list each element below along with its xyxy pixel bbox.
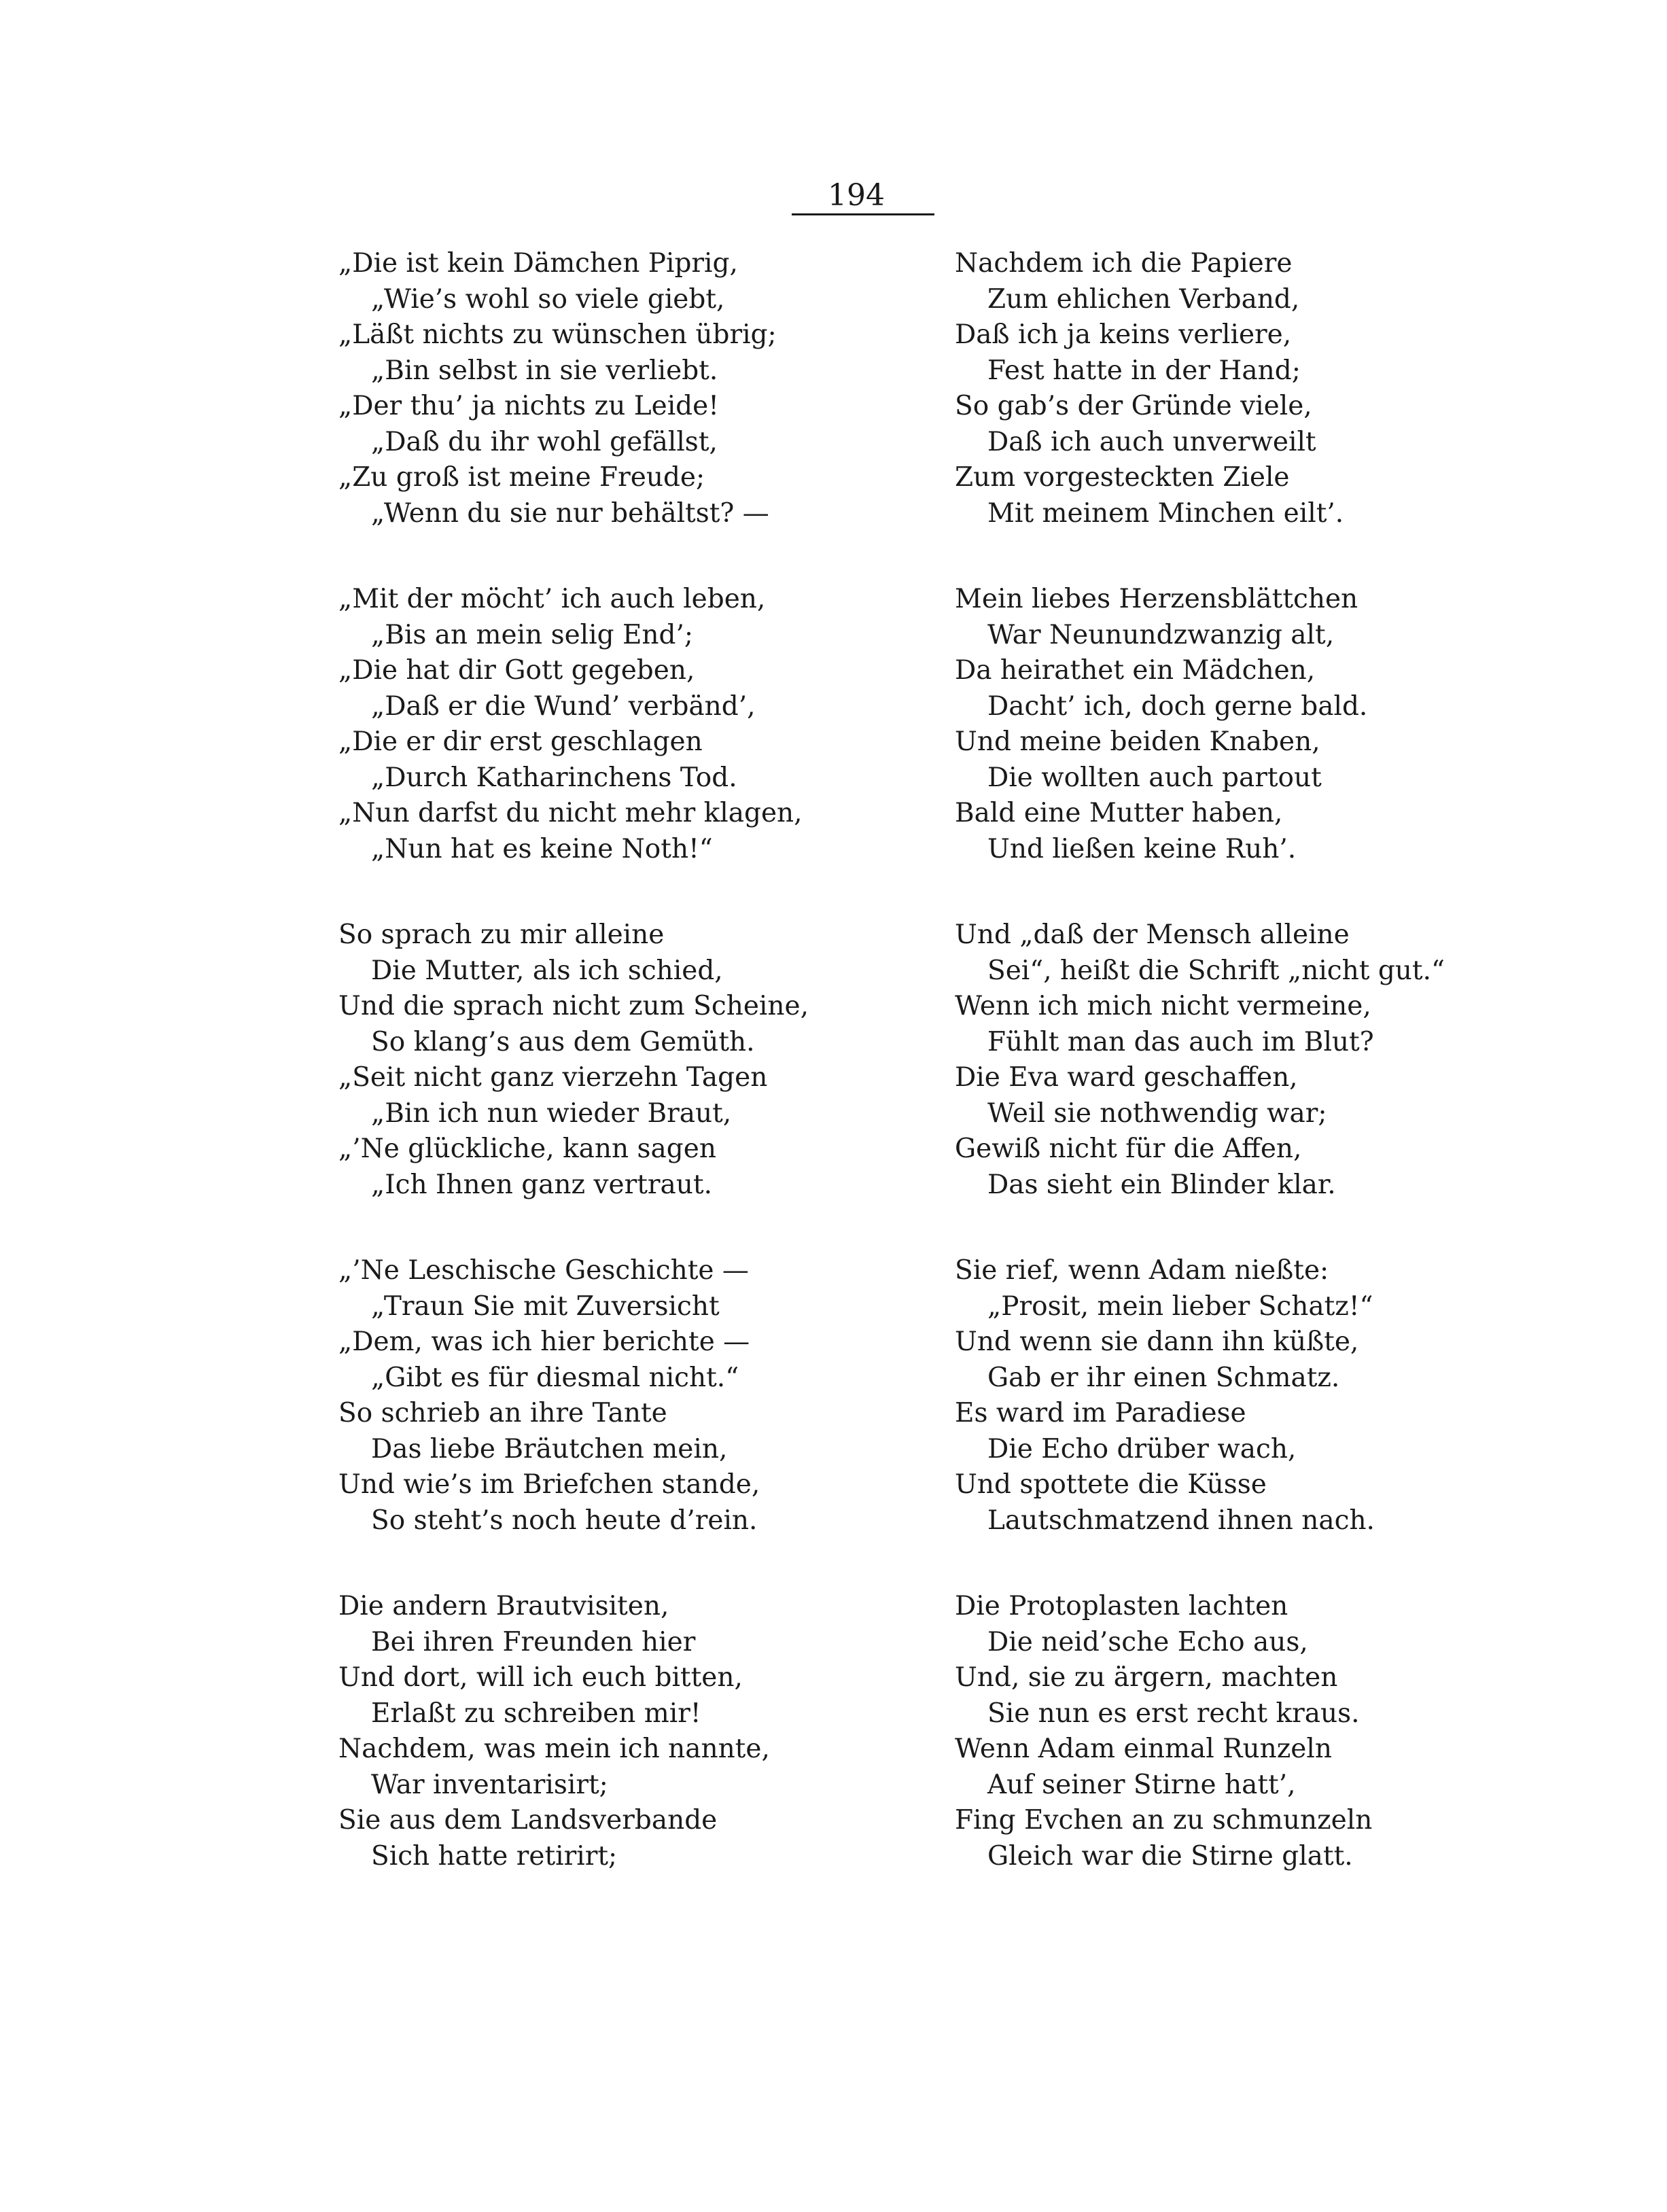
stanza: [955, 917, 1512, 1203]
verse-line: „’Ne glückliche, kann sagen: [338, 1134, 716, 1164]
verse-line: „Durch Katharinchens Tod.: [371, 762, 737, 793]
verse-line: „’Ne Leschische Geschichte —: [338, 1255, 749, 1286]
verse-line: Daß ich auch unverweilt: [987, 426, 1316, 457]
verse-line: War inventarisirt;: [371, 1769, 608, 1800]
verse-line: Zum vorgesteckten Ziele: [955, 462, 1290, 493]
verse-line: „Nun hat es keine Noth!“: [371, 833, 713, 864]
verse-line: Und „daß der Mensch alleine: [955, 919, 1350, 950]
verse-line: So klang’s aus dem Gemüth.: [371, 1026, 755, 1057]
verse-line: Gleich war die Stirne glatt.: [987, 1840, 1353, 1872]
verse-line: Gab er ihr einen Schmatz.: [987, 1362, 1340, 1393]
verse-line: Wenn Adam einmal Runzeln: [955, 1734, 1332, 1764]
verse-line: „Seit nicht ganz vierzehn Tagen: [338, 1062, 768, 1093]
verse-line: Sie aus dem Landsverbande: [338, 1805, 718, 1836]
stanza: [955, 246, 1512, 531]
verse-line: „Prosit, mein lieber Schatz!“: [987, 1291, 1373, 1322]
stanza: [955, 1253, 1512, 1539]
verse-line: Dacht’ ich, doch gerne bald.: [987, 690, 1368, 722]
left-column: [338, 246, 896, 1925]
verse-line: „Daß er die Wund’ verbänd’,: [371, 690, 756, 722]
verse-line: Die wollten auch partout: [987, 762, 1322, 793]
verse-line: Auf seiner Stirne hatt’,: [987, 1769, 1296, 1800]
verse-line: Sie nun es erst recht kraus.: [987, 1698, 1360, 1729]
verse-line: „Zu groß ist meine Freude;: [338, 462, 705, 493]
verse-line: Sie rief, wenn Adam nießte:: [955, 1255, 1329, 1286]
stanza: [338, 917, 896, 1203]
verse-line: Das sieht ein Blinder klar.: [987, 1169, 1336, 1200]
verse-line: Daß ich ja keins verliere,: [955, 319, 1292, 350]
page-number: 194: [828, 178, 885, 213]
verse-line: So steht’s noch heute d’rein.: [371, 1505, 758, 1536]
verse-line: „Mit der möcht’ ich auch leben,: [338, 584, 766, 614]
verse-line: Lautschmatzend ihnen nach.: [987, 1505, 1375, 1536]
verse-line: Und spottete die Küsse: [955, 1469, 1267, 1500]
stanza: [955, 1589, 1512, 1874]
verse-line: „Wenn du sie nur behältst? —: [371, 497, 769, 529]
stanza: [955, 582, 1512, 867]
verse-line: „Bin selbst in sie verliebt.: [371, 355, 718, 386]
verse-line: Die Eva ward geschaffen,: [955, 1062, 1298, 1093]
right-column: [955, 246, 1512, 1925]
verse-line: „Nun darfst du nicht mehr klagen,: [338, 798, 803, 828]
verse-line: „Die hat dir Gott gegeben,: [338, 655, 695, 686]
verse-line: Sei“, heißt die Schrift „nicht gut.“: [987, 955, 1445, 986]
verse-line: Nachdem, was mein ich nannte,: [338, 1734, 770, 1764]
verse-line: Da heirathet ein Mädchen,: [955, 655, 1316, 686]
verse-line: Fühlt man das auch im Blut?: [987, 1026, 1374, 1057]
verse-line: Das liebe Bräutchen mein,: [371, 1433, 728, 1464]
stanza: [338, 246, 896, 531]
stanza: [338, 582, 896, 867]
verse-line: „Bis an mein selig End’;: [371, 619, 694, 650]
verse-line: „Der thu’ ja nichts zu Leide!: [338, 391, 719, 421]
verse-line: „Ich Ihnen ganz vertraut.: [371, 1169, 712, 1200]
verse-line: Die neid’sche Echo aus,: [987, 1626, 1308, 1657]
verse-line: „Daß du ihr wohl gefällst,: [371, 426, 718, 457]
verse-line: Und, sie zu ärgern, machten: [955, 1662, 1338, 1693]
verse-line: Und ließen keine Ruh’.: [987, 833, 1297, 864]
stanza: [338, 1589, 896, 1874]
verse-line: Bald eine Mutter haben,: [955, 798, 1283, 828]
verse-line: Und dort, will ich euch bitten,: [338, 1662, 743, 1693]
verse-line: War Neunundzwanzig alt,: [987, 619, 1335, 650]
verse-line: Wenn ich mich nicht vermeine,: [955, 991, 1371, 1021]
verse-line: „Die er dir erst geschlagen: [338, 726, 703, 757]
verse-line: Und die sprach nicht zum Scheine,: [338, 991, 809, 1021]
verse-line: Und meine beiden Knaben,: [955, 726, 1320, 757]
verse-line: Mein liebes Herzensblättchen: [955, 584, 1358, 614]
verse-line: „Wie’s wohl so viele giebt,: [371, 283, 725, 315]
verse-line: Fing Evchen an zu schmunzeln: [955, 1805, 1373, 1836]
verse-line: Und wie’s im Briefchen stande,: [338, 1469, 760, 1500]
verse-line: Fest hatte in der Hand;: [987, 355, 1301, 386]
header-rule: [792, 213, 934, 215]
verse-line: Weil sie nothwendig war;: [987, 1098, 1327, 1129]
verse-line: Nachdem ich die Papiere: [955, 248, 1293, 279]
verse-line: Bei ihren Freunden hier: [371, 1626, 696, 1657]
verse-line: „Traun Sie mit Zuversicht: [371, 1291, 720, 1322]
verse-line: Mit meinem Minchen eilt’.: [987, 497, 1344, 529]
verse-line: Sich hatte retirirt;: [371, 1840, 618, 1872]
verse-line: Die Echo drüber wach,: [987, 1433, 1297, 1464]
verse-line: Die Mutter, als ich schied,: [371, 955, 723, 986]
verse-line: „Die ist kein Dämchen Piprig,: [338, 248, 738, 279]
verse-line: Zum ehlichen Verband,: [987, 283, 1300, 315]
verse-line: Gewiß nicht für die Affen,: [955, 1134, 1302, 1164]
verse-line: Die andern Brautvisiten,: [338, 1591, 669, 1621]
verse-line: Und wenn sie dann ihn küßte,: [955, 1327, 1359, 1357]
verse-line: So schrieb an ihre Tante: [338, 1398, 667, 1428]
verse-line: So sprach zu mir alleine: [338, 919, 665, 950]
verse-line: So gab’s der Gründe viele,: [955, 391, 1312, 421]
verse-line: Es ward im Paradiese: [955, 1398, 1246, 1428]
verse-line: „Dem, was ich hier berichte —: [338, 1327, 750, 1357]
verse-line: „Bin ich nun wieder Braut,: [371, 1098, 732, 1129]
verse-line: Die Protoplasten lachten: [955, 1591, 1288, 1621]
verse-line: „Gibt es für diesmal nicht.“: [371, 1362, 739, 1393]
verse-line: Erlaßt zu schreiben mir!: [371, 1698, 701, 1729]
stanza: [338, 1253, 896, 1539]
verse-line: „Läßt nichts zu wünschen übrig;: [338, 319, 777, 350]
